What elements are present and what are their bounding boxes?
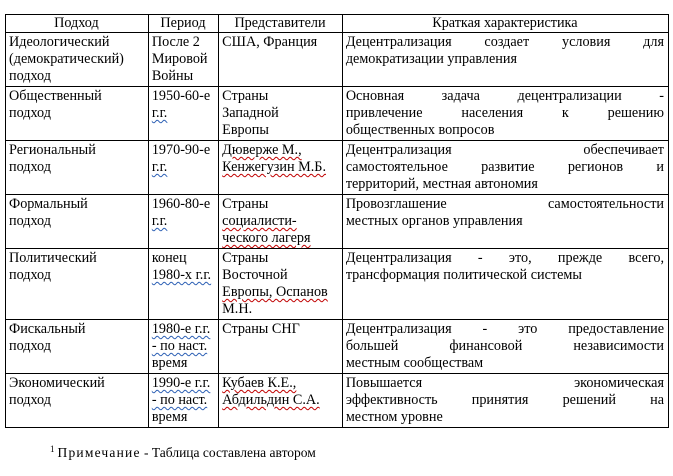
table-row: [6, 33, 669, 87]
cell-line: США, Франция: [222, 34, 318, 50]
cell-line: Страны СНГ: [222, 321, 300, 337]
table-row: [6, 249, 669, 320]
cell-line: время: [151, 355, 188, 371]
cell-description: [342, 87, 668, 141]
cell-line: Европы: [222, 122, 269, 138]
cell-approach: [6, 87, 149, 141]
cell-line-text: ческого лагеря: [222, 230, 311, 246]
cell-line: Децентрализация создает условия для: [345, 34, 664, 50]
cell-line: М.Н.: [222, 301, 253, 317]
header-approach: Подход: [6, 15, 149, 33]
cell-line: [152, 392, 214, 409]
cell-line: [152, 321, 214, 338]
cell-line: После 2: [151, 34, 200, 50]
cell-line: [222, 213, 338, 230]
cell-line: [152, 338, 214, 355]
cell-line: конец: [151, 250, 187, 266]
footnote-text: - Таблица составлена автором: [140, 445, 316, 460]
cell-line: [222, 230, 338, 247]
table-row: [6, 195, 669, 249]
cell-line: Региональный: [9, 142, 96, 158]
cell-representatives: [219, 141, 343, 195]
cell-line: Экономический: [9, 375, 105, 391]
table-row: [6, 374, 669, 428]
cell-period: [148, 33, 218, 87]
cell-line: Основная задача децентрализации -: [345, 88, 664, 104]
cell-approach: [6, 320, 149, 374]
cell-line: Идеологический: [9, 34, 110, 50]
cell-representatives: [219, 320, 343, 374]
table-row: [6, 320, 669, 374]
cell-approach: [6, 195, 149, 249]
cell-description: [342, 195, 668, 249]
cell-line: [222, 392, 338, 409]
cell-approach: [6, 374, 149, 428]
cell-line: время: [151, 409, 188, 425]
cell-description: [342, 374, 668, 428]
cell-line-text: социалисти-: [222, 213, 297, 229]
cell-line: Децентрализация обеспечивает: [345, 142, 664, 158]
cell-line: [222, 375, 338, 392]
approaches-table: [5, 14, 669, 428]
cell-line-text: Абдильдин С.А.: [222, 392, 320, 408]
cell-approach: [6, 141, 149, 195]
cell-period: [148, 141, 218, 195]
cell-line: (демократический): [9, 51, 124, 67]
cell-line: местных органов управления: [345, 213, 523, 229]
cell-representatives: [219, 374, 343, 428]
cell-line: [152, 375, 214, 392]
cell-line: общественных вопросов: [345, 122, 495, 138]
cell-line-text: Кенжегузин М.Б.: [222, 159, 327, 175]
cell-approach: [6, 249, 149, 320]
cell-line: [222, 284, 338, 301]
cell-line: г.г.: [151, 213, 168, 229]
cell-line: привлечение населения к решению: [345, 105, 664, 121]
table-header-row: [6, 15, 669, 33]
cell-line-text: Дюверже М.,: [222, 142, 302, 158]
cell-line: Восточной: [222, 267, 288, 283]
cell-line: подход: [9, 338, 51, 354]
cell-line: Повышается экономическая: [345, 375, 664, 391]
cell-description: [342, 320, 668, 374]
footnote-label: Примечание: [57, 445, 141, 460]
cell-line: [152, 267, 214, 284]
cell-line: самостоятельное развитие регионов и: [345, 159, 664, 175]
cell-line: Страны: [222, 250, 269, 266]
cell-line: Политический: [9, 250, 97, 266]
cell-period: [148, 320, 218, 374]
cell-representatives: [219, 87, 343, 141]
header-period: Период: [148, 15, 218, 33]
cell-line-text: 1990-е г.г.: [151, 375, 211, 391]
cell-line: местным сообществам: [345, 355, 484, 371]
cell-period: [148, 87, 218, 141]
cell-line: 1970-90-е: [151, 142, 211, 158]
cell-line: Общественный: [9, 88, 102, 104]
cell-line: Страны: [222, 88, 269, 104]
cell-line: Войны: [151, 68, 194, 84]
cell-line: [222, 142, 338, 159]
footnote-number: 1: [50, 444, 55, 454]
cell-line-text: Европы, Оспанов: [222, 284, 328, 300]
cell-period: [148, 195, 218, 249]
header-representatives: Представители: [219, 15, 343, 33]
cell-line: Децентрализация - это, прежде всего,: [345, 250, 664, 266]
cell-line: г.г.: [151, 105, 168, 121]
table-row: [6, 87, 669, 141]
cell-line: местном уровне: [345, 409, 443, 425]
cell-line-text: - по наст.: [151, 338, 208, 354]
cell-line: территорий, местная автономия: [345, 176, 538, 192]
cell-line: Децентрализация - это предоставление: [345, 321, 664, 337]
cell-description: [342, 249, 668, 320]
cell-line: демократизации управления: [345, 51, 518, 67]
cell-line: подход: [9, 68, 51, 84]
table-footnote: [50, 441, 316, 461]
cell-representatives: [219, 195, 343, 249]
cell-line: Фискальный: [9, 321, 86, 337]
cell-line: 1950-60-е: [151, 88, 211, 104]
cell-line: подход: [9, 159, 51, 175]
cell-line: подход: [9, 392, 51, 408]
cell-line-text: 1980-е г.г.: [151, 321, 211, 337]
cell-line-text: Кубаев К.Е.,: [222, 375, 297, 391]
cell-line: 1960-80-е: [151, 196, 211, 212]
cell-line: подход: [9, 213, 51, 229]
header-description: Краткая характеристика: [342, 15, 668, 33]
cell-description: [342, 33, 668, 87]
cell-line: Страны: [222, 196, 269, 212]
cell-representatives: [219, 33, 343, 87]
cell-approach: [6, 33, 149, 87]
table-row: [6, 141, 669, 195]
cell-line: эффективность принятия решений на: [345, 392, 664, 408]
cell-line: Формальный: [9, 196, 88, 212]
cell-line: Провозглашение самостоятельности: [345, 196, 664, 212]
cell-line: подход: [9, 267, 51, 283]
cell-line: [222, 159, 338, 176]
cell-line: Мировой: [151, 51, 208, 67]
cell-line: большей финансовой независимости: [345, 338, 664, 354]
cell-line-text: 1980-х г.г.: [151, 267, 212, 283]
table-body: [6, 33, 669, 428]
cell-line: г.г.: [151, 159, 168, 175]
cell-period: [148, 249, 218, 320]
cell-line: Западной: [222, 105, 279, 121]
cell-representatives: [219, 249, 343, 320]
cell-period: [148, 374, 218, 428]
cell-line: трансформация политической системы: [345, 267, 582, 283]
cell-description: [342, 141, 668, 195]
cell-line: подход: [9, 105, 51, 121]
cell-line-text: - по наст.: [151, 392, 208, 408]
